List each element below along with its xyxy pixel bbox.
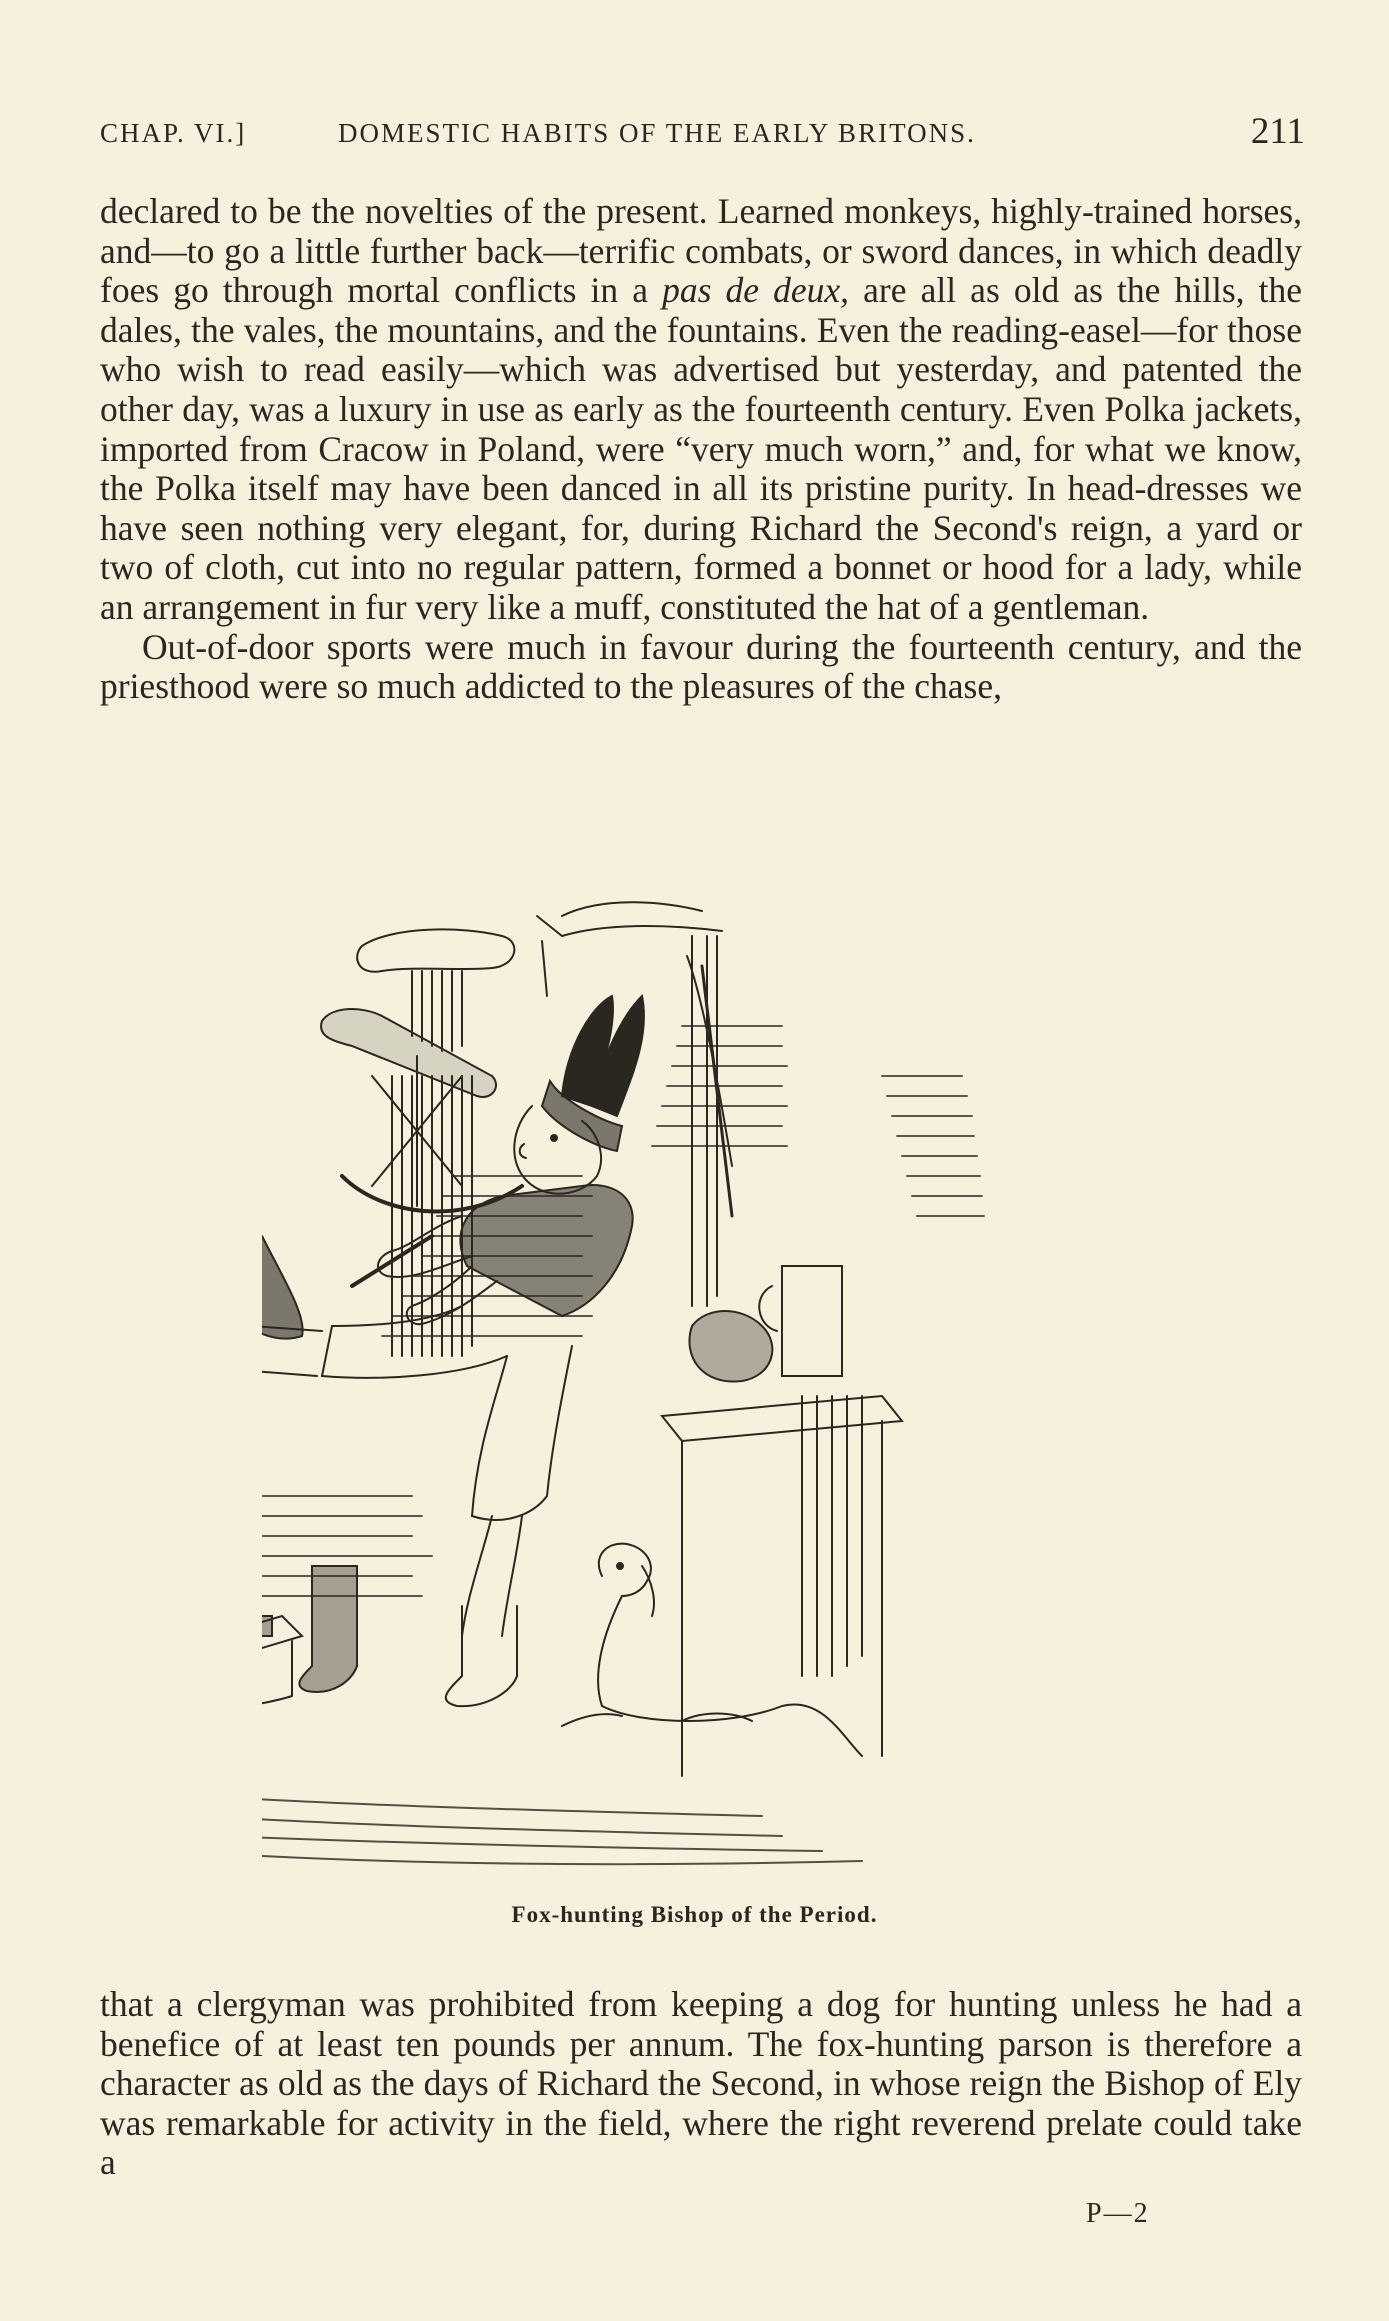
outstretched-leg — [262, 1226, 322, 1376]
paragraph-2: Out-of-door sports were much in favour during the fourteenth century, and the priesthood were so much addicted to the pleasures of the chase, — [100, 626, 1302, 707]
text-block-top — [100, 192, 1302, 707]
boots — [299, 1566, 517, 1706]
paragraph-1-italic: pas de deux, — [662, 270, 850, 311]
page-number: 211 — [1250, 111, 1305, 152]
running-title: DOMESTIC HABITS OF THE EARLY BRITONS. — [338, 118, 976, 148]
fox-hunting-bishop-engraving — [262, 876, 1142, 1896]
table-and-tankard — [662, 1266, 902, 1776]
bishop-mitre — [542, 996, 644, 1151]
paragraph-1 — [100, 192, 1302, 628]
floor-lines — [262, 1796, 862, 1864]
paragraph-1-text-b: are all as old as the hills, the dales, the vales, the mountains, and the fountains. Even the reading-easel—for those who wish to read easily—which was advertised but yesterday, and patented the other day, was a luxury in use as early as the fourteenth century. Even Polka jackets, imported from Cracow in Poland, were “very much worn,” and, for what we know, the Polka itself may have been danced in all its pristine purity. In head-dresses we have seen nothing very elegant, for, during Richard the Second's reign, a yard or two of cloth, cut into no regular pattern, formed a bonnet or hood for a lady, while an arrangement in fur very like a muff, constituted the hat of a gentleman. — [100, 270, 1302, 627]
paragraph-1-text-a: declared to be the novelties of the present. Learned monkeys, highly-trained horses, and—to go a little further back—terrific combats, or sword dances, in which deadly foes go through mortal conflicts in a — [100, 191, 1302, 311]
column — [357, 929, 514, 1356]
footstool — [262, 1616, 302, 1726]
background-hatching — [262, 1026, 984, 1596]
illustration-caption: Fox-hunting Bishop of the Period. — [511, 1902, 878, 1927]
text-block-bottom — [100, 1985, 1302, 2183]
bishop-body — [322, 1185, 633, 1636]
paragraph-3: that a clergyman was prohibited from keeping a dog for hunting unless he had a benefice of at least ten pounds per annum. The fox-hunting parson is therefore a character as old as the days of Richard the Second, in whose reign the Bishop of Ely was remarkable for activity in the field, where the right reverend prelate could take a — [100, 1984, 1302, 2183]
signature-mark: P—2 — [1086, 2198, 1150, 2229]
running-head — [100, 110, 1305, 160]
chapter-label: CHAP. VI.] — [100, 118, 247, 148]
